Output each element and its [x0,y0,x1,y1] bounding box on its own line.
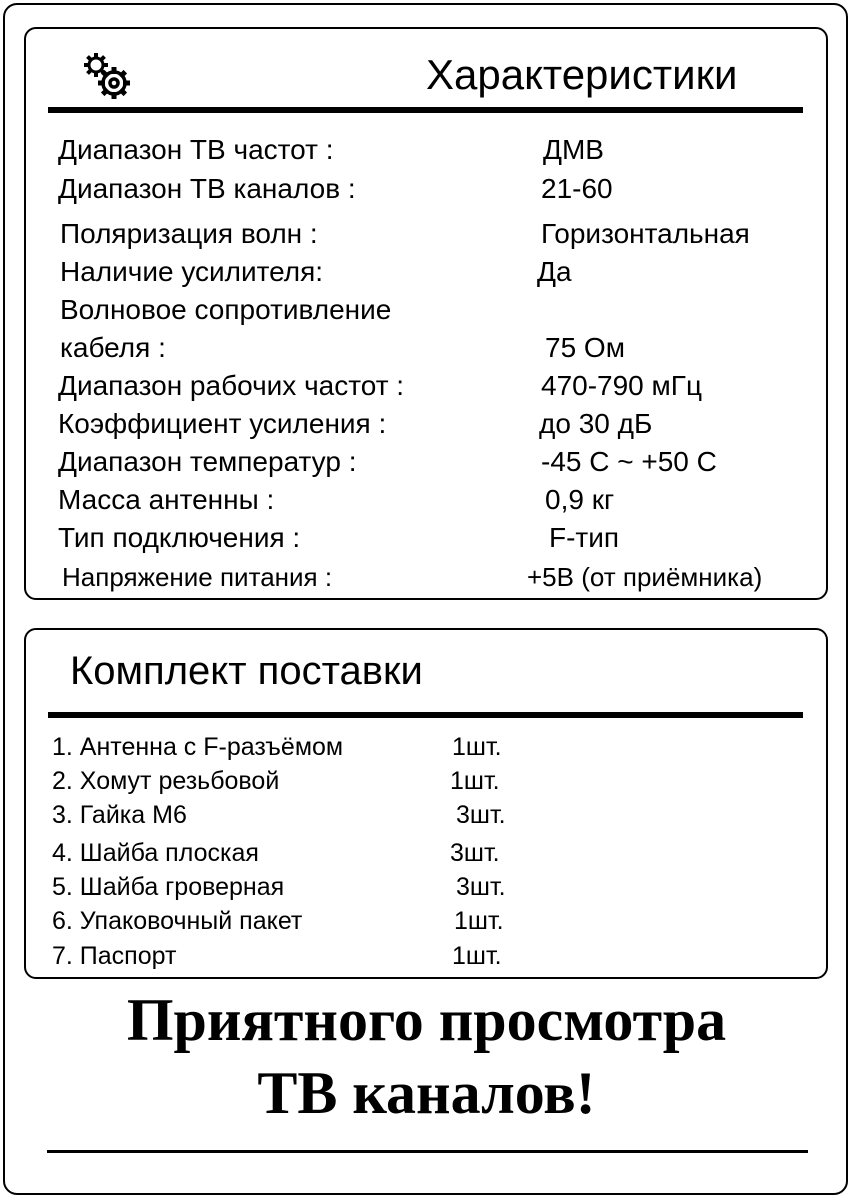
spec-label: кабеля : [60,332,166,363]
spec-value: 75 Ом [545,332,625,363]
spec-value: до 30 дБ [539,408,653,439]
kit-item-name: 6. Упаковочный пакет [52,907,303,935]
spec-label: Поляризация волн : [60,218,318,249]
spec-label: Диапазон рабочих частот : [58,370,405,401]
spec-label: Волновое сопротивление [60,294,392,325]
specifications-panel [24,27,828,600]
spec-label: Диапазон температур : [58,446,357,477]
closing-line-2: ТВ каналов! [257,1060,596,1126]
spec-value: +5В (от приёмника) [527,562,763,592]
spec-value: Горизонтальная [541,218,750,249]
package-contents-panel [24,628,828,979]
kit-item-name: 3. Гайка М6 [52,801,187,829]
spec-value: -45 С ~ +50 С [541,446,717,477]
specs-title-rule [48,107,803,113]
kit-item-qty: 1шт. [454,907,504,935]
closing-line-1: Приятного просмотра [126,987,727,1053]
spec-label: Масса антенны : [58,484,275,515]
spec-value: F-тип [549,522,620,553]
kit-item-name: 1. Антенна с F-разъёмом [52,733,344,761]
kit-item-qty: 1шт. [452,942,502,970]
spec-value: ДМВ [543,134,604,165]
spec-label: Тип подключения : [58,522,301,553]
spec-label: Диапазон ТВ каналов : [58,173,356,204]
spec-value: 21-60 [541,173,613,204]
kit-title: Комплект поставки [70,649,423,693]
bottom-rule [47,1150,808,1153]
spec-value: Да [537,256,572,287]
kit-item-name: 2. Хомут резьбовой [52,767,280,795]
specs-title: Характеристики [426,51,738,98]
spec-label: Напряжение питания : [62,562,333,592]
kit-item-qty: 3шт. [456,801,506,829]
kit-title-rule [48,712,803,718]
kit-item-qty: 1шт. [452,733,502,761]
kit-item-qty: 3шт. [456,873,506,901]
gears-icon [82,51,134,103]
kit-item-name: 5. Шайба гроверная [52,873,285,901]
kit-item-name: 4. Шайба плоская [52,839,259,867]
spec-value: 0,9 кг [545,484,615,515]
kit-item-name: 7. Паспорт [52,942,177,970]
spec-value: 470-790 мГц [541,370,702,401]
spec-label: Коэффициент усиления : [58,408,387,439]
spec-label: Диапазон ТВ частот : [58,134,334,165]
kit-item-qty: 1шт. [450,767,500,795]
kit-item-qty: 3шт. [450,839,500,867]
spec-label: Наличие усилителя: [60,256,324,287]
